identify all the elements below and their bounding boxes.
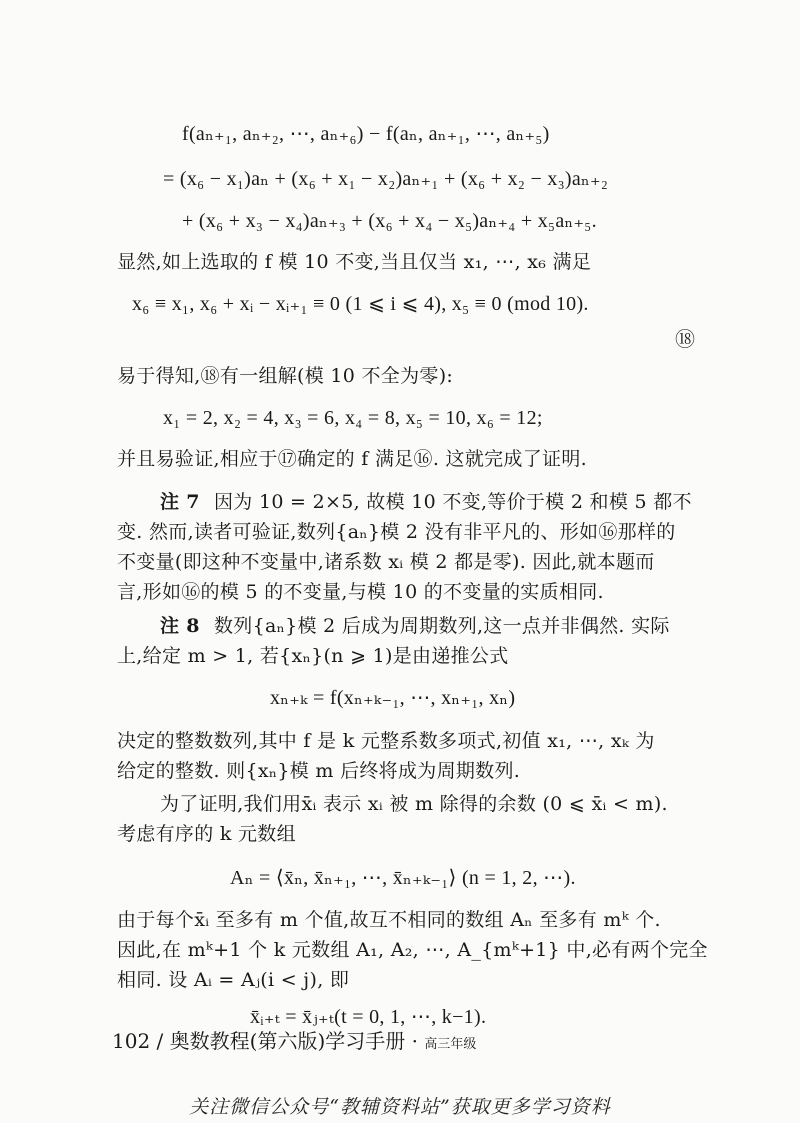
paragraph-line: 易于得知,⑱有一组解(模 10 不全为零): [117,365,454,387]
paragraph-line: 上,给定 m > 1, 若{xₙ}(n ⩾ 1)是由递推公式 [117,645,509,667]
paragraph-line: 决定的整数数列,其中 f 是 k 元整系数多项式,初值 x₁, ⋯, xₖ 为 [117,730,655,752]
paragraph-line: 并且易验证,相应于⑰确定的 f 满足⑯. 这就完成了证明. [117,448,587,470]
book-title: / 奥数教程(第六版)学习手册 · [156,1029,425,1053]
paragraph-line: 由于每个x̄ᵢ 至多有 m 个值,故互不相同的数组 Aₙ 至多有 mᵏ 个. [117,909,661,931]
recurrence-equation: xₙ₊ₖ = f(xₙ₊ₖ₋₁, ⋯, xₙ₊₁, xₙ) [270,687,516,709]
grade-label: 高三年级 [424,1037,477,1052]
paragraph-line: 相同. 设 Aᵢ = Aⱼ(i < j), 即 [117,969,350,991]
equation-line-1: f(aₙ₊₁, aₙ₊₂, ⋯, aₙ₊₆) − f(aₙ, aₙ₊₁, ⋯, aₙ₊₅) [182,123,550,145]
page-footer [112,1025,476,1054]
note-7-label: 注 7 [160,491,200,513]
paragraph-line: 为了证明,我们用x̄ᵢ 表示 xᵢ 被 m 除得的余数 (0 ⩽ x̄ᵢ < m). [160,793,668,815]
note-8-text: 数列{aₙ}模 2 后成为周期数列,这一点并非偶然. 实际 [214,615,670,637]
equation-tag-18: ⑱ [675,327,695,351]
note-8-label: 注 8 [160,615,200,637]
equation-line-3: + (x₆ + x₃ − x₄)aₙ₊₃ + (x₆ + x₄ − x₅)aₙ₊₄ + x₅aₙ₊₅. [182,210,597,232]
solution-equation: x₁ = 2, x₂ = 4, x₃ = 6, x₄ = 8, x₅ = 10, x₆ = 12; [163,407,543,429]
paragraph-line: 言,形如⑯的模 5 的不变量,与模 10 的不变量的实质相同. [117,581,604,603]
equation-line-2: = (x₆ − x₁)aₙ + (x₆ + x₁ − x₂)aₙ₊₁ + (x₆ + x₂ − x₃)aₙ₊₂ [163,168,609,190]
paragraph-line: 变. 然而,读者可验证,数列{aₙ}模 2 没有非平凡的、形如⑯那样的 [117,521,676,543]
equality-equation: x̄ᵢ₊ₜ = x̄ⱼ₊ₜ(t = 0, 1, ⋯, k−1). [250,1006,487,1028]
congruence-equation: x₆ ≡ x₁, x₆ + xᵢ − xᵢ₊₁ ≡ 0 (1 ⩽ i ⩽ 4), x₅ ≡ 0 (mod 10). [132,293,589,315]
paragraph-line: 考虑有序的 k 元数组 [117,823,296,845]
paragraph-line: 给定的整数. 则{xₙ}模 m 后终将成为周期数列. [117,760,521,782]
note-7-text: 因为 10 = 2×5, 故模 10 不变,等价于模 2 和模 5 都不 [214,491,692,513]
tuple-equation: Aₙ = ⟨x̄ₙ, x̄ₙ₊₁, ⋯, x̄ₙ₊ₖ₋₁⟩ (n = 1, 2, ⋯). [230,867,576,889]
paragraph-line: 不变量(即这种不变量中,诸系数 xᵢ 模 2 都是零). 因此,就本题而 [117,551,655,573]
paragraph-line: 显然,如上选取的 f 模 10 不变,当且仅当 x₁, ⋯, x₆ 满足 [117,251,592,273]
page-number: 102 [112,1029,151,1053]
paragraph-line: 因此,在 mᵏ+1 个 k 元数组 A₁, A₂, ⋯, A_{mᵏ+1} 中,必有两个完全 [117,939,708,961]
watermark-text: 关注微信公众号“教辅资料站”获取更多学习资料 [189,1096,611,1118]
